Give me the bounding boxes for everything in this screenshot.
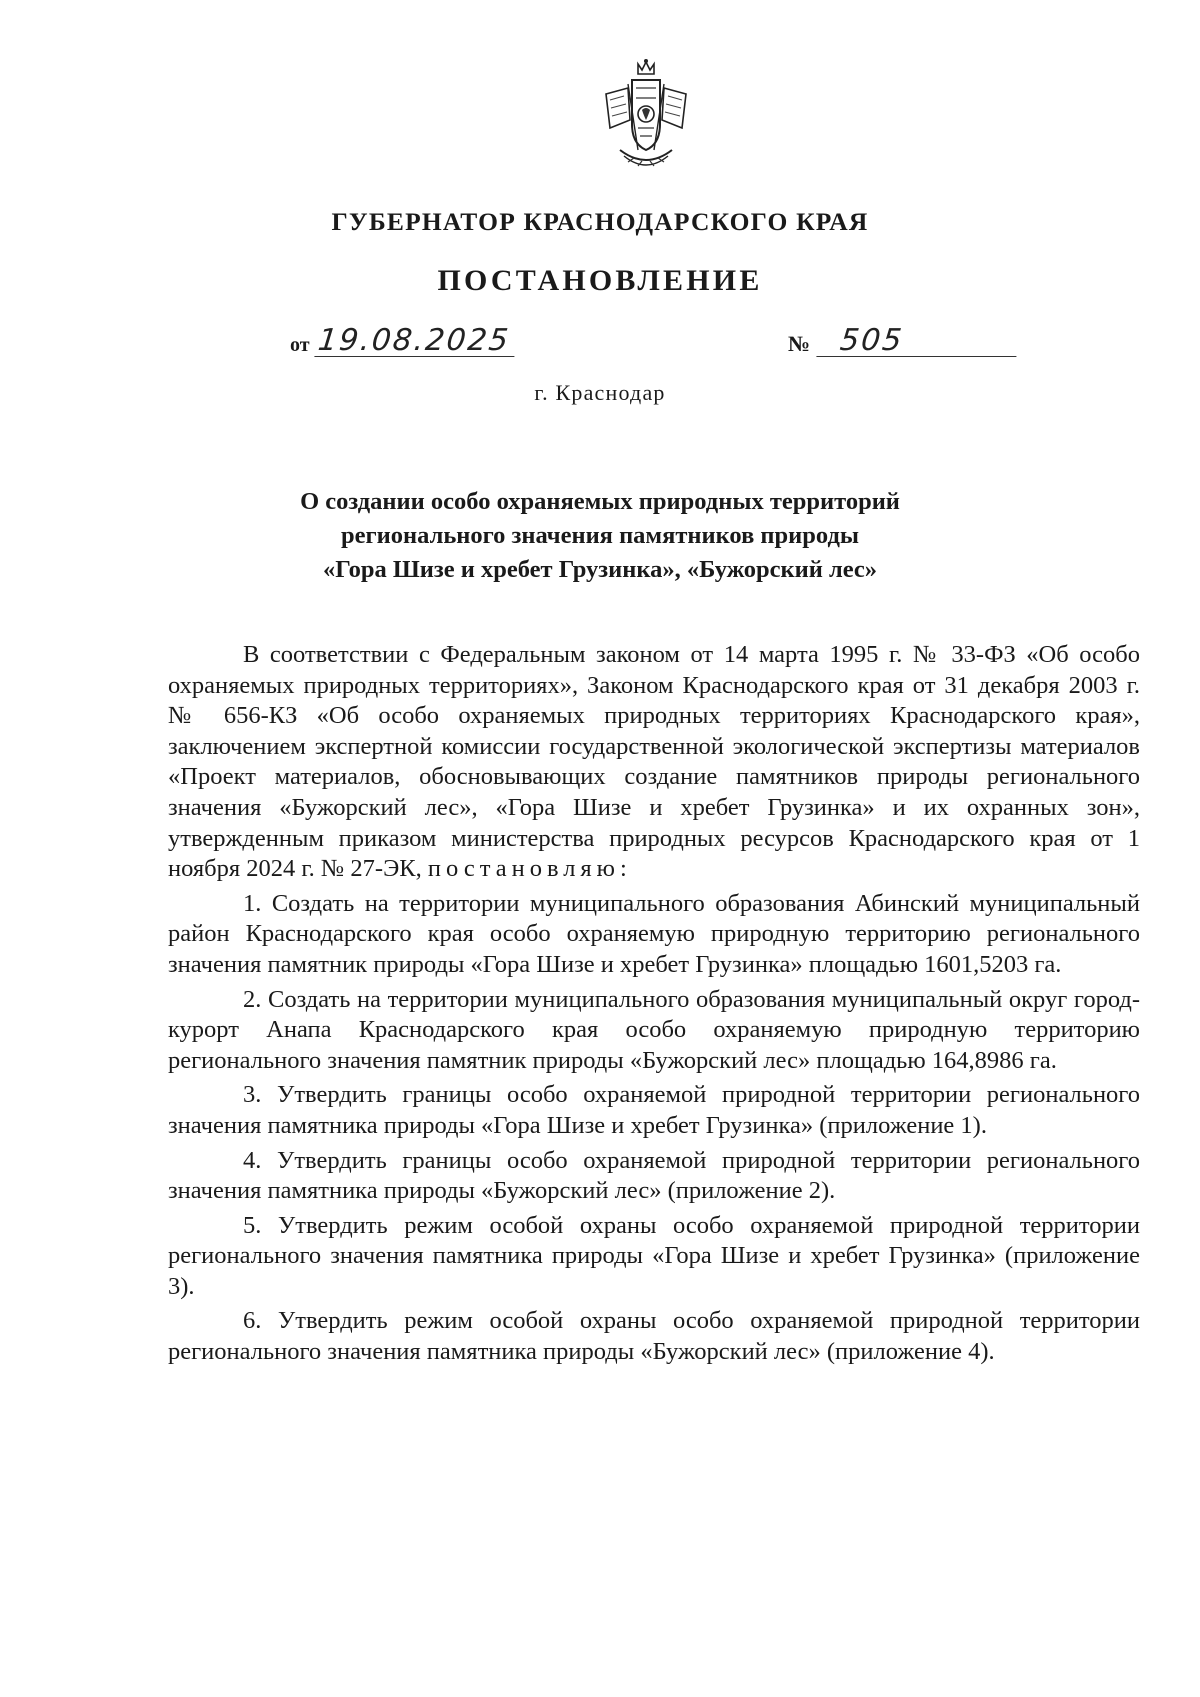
number-value: 505 [816,326,1019,357]
decree-item-2: 2. Создать на территории муниципального образования муниципальный округ город-курорт Анапа Краснодарского края особо охраняемую природную территорию регионального значения памятник природы «Бужорский лес» площадью 164,8986 га. [168,985,1140,1074]
decree-item-4: 4. Утвердить границы особо охраняемой природной территории регионального значения памятника природы «Бужорский лес» (приложение 2). [168,1146,1140,1205]
document-number [788,323,1018,358]
decree-item-5: 5. Утвердить режим особой охраны особо охраняемой природной территории регионального значения памятника природы «Гора Шизе и хребет Грузинка» (приложение 3). [168,1211,1140,1300]
title-line: О создании особо охраняемых природных территорий [300,488,900,515]
document-date [290,323,515,358]
preamble-text: В соответствии с Федеральным законом от 14 марта 1995 г. № 33-ФЗ «Об особо охраняемых природных территориях», Законом Краснодарского края от 31 декабря 2003 г. № 656-КЗ «Об особо охраняемых природных территориях Краснодарского края», заключением экспертной комиссии государственной экологической экспертизы материалов «Проект материалов, обосновывающих создание памятников природы регионального значения «Бужорский лес», «Гора Шизе и хребет Грузинка» и их охранных зон», утвержденным приказом министерства природных ресурсов Краснодарского края от 1 ноября 2024 г. № 27-ЭК, [168,641,1140,883]
decree-item-1: 1. Создать на территории муниципального образования Абинский муниципальный район Краснодарского края особо охраняемую природную территорию регионального значения памятник природы «Гора Шизе и хребет Грузинка» площадью 1601,5203 га. [168,889,1140,978]
date-value: 19.08.2025 [314,326,517,357]
decree-item-3: 3. Утвердить границы особо охраняемой природной территории регионального значения памятника природы «Гора Шизе и хребет Грузинка» (приложение 1). [168,1081,1140,1139]
document-type: ПОСТАНОВЛЕНИЕ [437,264,763,297]
number-prefix: № [788,331,811,356]
title-line: регионального значения памятников природы [341,522,859,549]
title-line: «Гора Шизе и хребет Грузинка», «Бужорский лес» [322,556,878,583]
city-of-issue: г. Краснодар [534,380,666,405]
preamble-paragraph [168,640,1140,885]
date-prefix: от [290,334,310,356]
decree-item-6: 6. Утвердить режим особой охраны особо охраняемой природной территории регионального значения памятника природы «Бужорский лес» (приложение 4). [168,1307,1140,1366]
decree-word: постановляю: [427,855,632,883]
document-body [168,640,1140,1368]
document-title [200,485,1000,587]
issuing-authority: ГУБЕРНАТОР КРАСНОДАРСКОГО КРАЯ [331,207,869,236]
coat-of-arms-icon [598,58,694,174]
